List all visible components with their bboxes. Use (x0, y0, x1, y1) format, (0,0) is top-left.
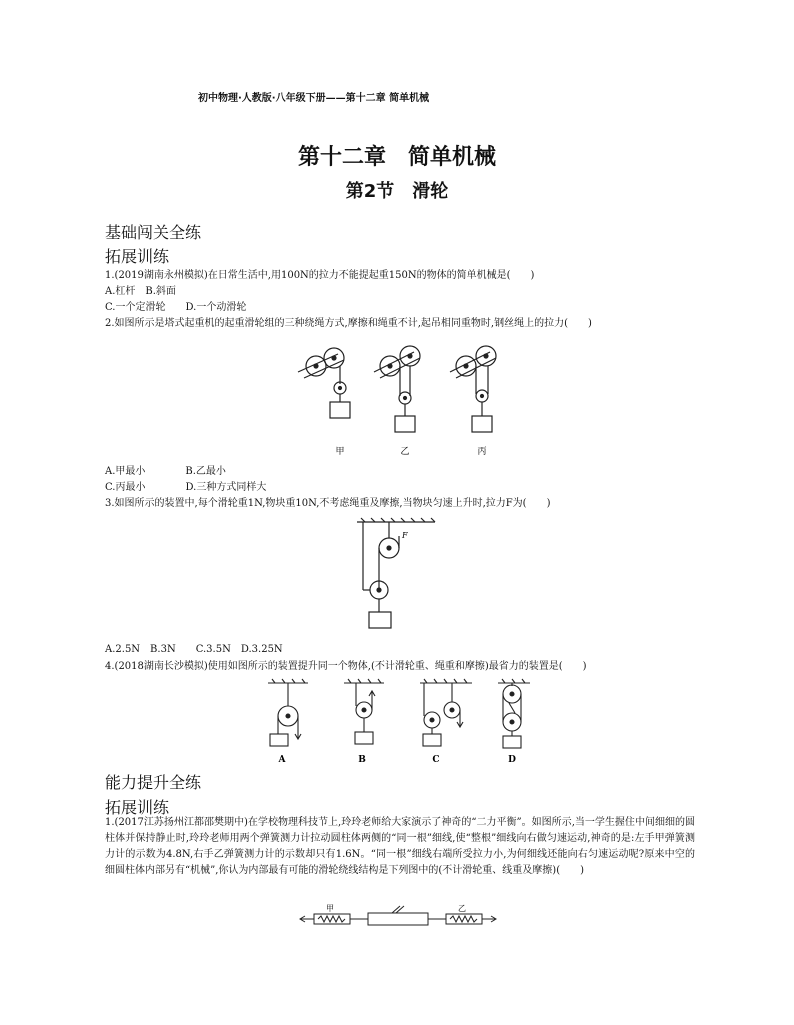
q2-options-row1: A.甲最小 B.乙最小 (105, 466, 226, 477)
p2-q1-figure (300, 904, 500, 934)
q4-figure (262, 678, 532, 766)
q1-stem: 1.(2019湖南永州模拟)在日常生活中,用100N的拉力不能提起重150N的物体的简单机械是( ) (105, 270, 535, 281)
q2-label-bing: 丙 (477, 447, 487, 457)
q3-options: A.2.5N B.3N C.3.5N D.3.25N (105, 644, 283, 655)
crane-pulley-bing (450, 346, 496, 432)
section-title: 第2节 滑轮 (345, 181, 449, 202)
q1-options-row2: C.一个定滑轮 D.一个动滑轮 (105, 302, 247, 313)
p2-q1-text: 1.(2017江苏扬州江都邵樊期中)在学校物理科技节上,玲玲老师给大家演示了神奇的“二力平衡”。如图所示,当一学生握住中间细细的圆柱体并保持静止时,玲玲老师用两个弹簧测力计拉动圆柱体两侧的“同一根”细线,使“整根”细线向右做匀速运动,神奇的是:左手甲弹簧测力计的示数为4.8N,右手乙弹簧测力计的示数却只有1.6N。“同一根”细线右端所受拉力小,为何细线还能向右匀速运动呢?原来中空的细圆柱体内部另有“机械”,你认为内部最有可能的滑轮绕线结构是下列图中的(不计滑轮重、线重及摩擦)( ) (105, 817, 695, 876)
q3-figure (355, 518, 445, 633)
q4-stem: 4.(2018湖南长沙模拟)使用如图所示的装置提升同一个物体,(不计滑轮重、绳重和摩擦)最省力的装置是( ) (105, 661, 587, 672)
q1-options-row1: A.杠杆 B.斜面 (105, 286, 176, 297)
q4-label-a: A (278, 755, 286, 765)
crane-pulley-jia (298, 348, 350, 418)
q4-label-b: B (358, 755, 366, 765)
q2-options-row2: C.丙最小 D.三种方式同样大 (105, 482, 267, 493)
p2-label-yi: 乙 (458, 904, 466, 913)
part2-heading: 能力提升全练 (105, 773, 202, 792)
q3-force-label: F (402, 531, 408, 540)
q2-stem: 2.如图所示是塔式起重机的起重滑轮组的三种绕绳方式,摩擦和绳重不计,起吊相同重物时,钢丝绳上的拉力( ) (105, 318, 592, 329)
page-header: 初中物理·人教版·八年级下册——第十二章 简单机械 (198, 93, 430, 104)
q2-figure (290, 336, 520, 456)
part2-subheading: 拓展训练 (105, 798, 170, 817)
crane-pulley-yi (374, 346, 420, 432)
part1-subheading: 拓展训练 (105, 247, 170, 266)
part1-heading: 基础闯关全练 (105, 223, 202, 242)
p2-label-jia: 甲 (326, 904, 334, 913)
q2-label-jia: 甲 (335, 447, 345, 457)
q2-label-yi: 乙 (400, 447, 410, 457)
q4-label-d: D (508, 755, 516, 765)
chapter-title: 第十二章 简单机械 (297, 145, 496, 170)
q4-label-c: C (432, 755, 440, 765)
q3-stem: 3.如图所示的装置中,每个滑轮重1N,物块重10N,不考虑绳重及摩擦,当物块匀速上升时,拉力F为( ) (105, 498, 551, 509)
